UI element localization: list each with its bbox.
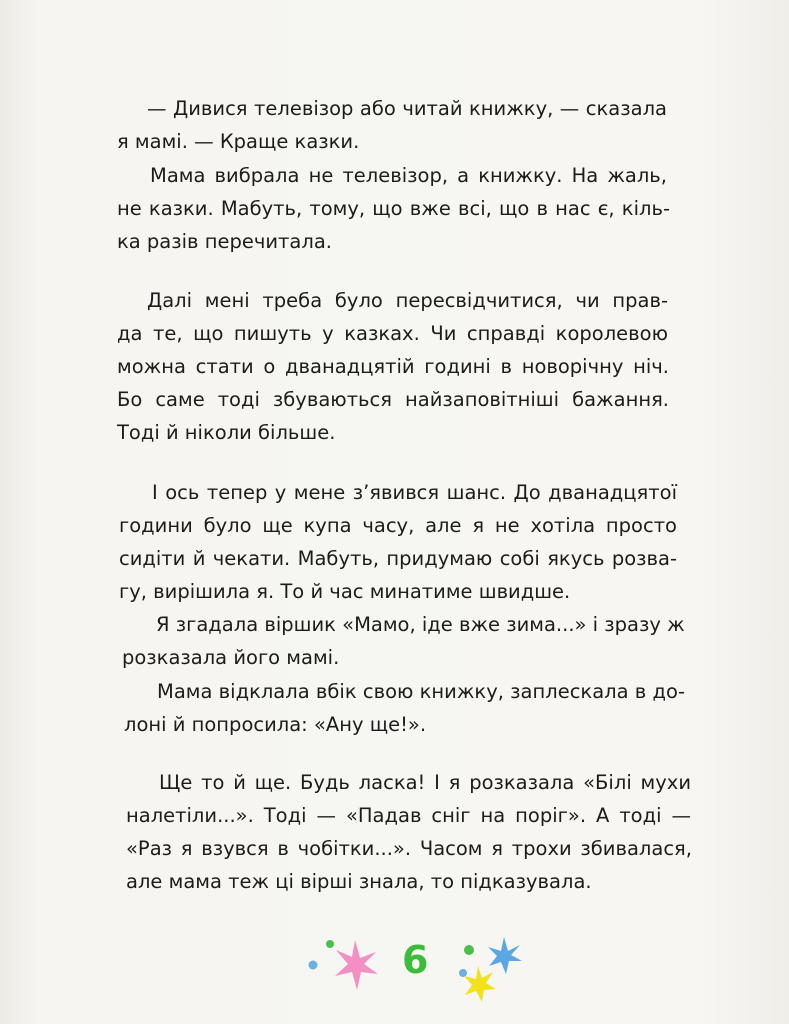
yellow-star-icon: [464, 966, 496, 1002]
text-line: Ще то й ще. Будь ласка! І я розказала «Білі мухи: [159, 771, 691, 794]
text-line: Далі мені треба було пересвідчитися, чи прав-: [147, 289, 668, 312]
text-line: налетіли...». Тоді — «Падав сніг на поріг». А тоді —: [126, 804, 691, 827]
text-line: «Раз я взувся в чобітки...». Часом я трохи збивалася,: [126, 837, 692, 860]
green-dot: [464, 945, 474, 955]
text-line: — Дивися телевізор або читай книжку, — сказала: [147, 97, 667, 120]
text-line: ка разів перечитала.: [117, 230, 332, 253]
blue-dot: [309, 961, 318, 970]
text-line: Мама вибрала не телевізор, а книжку. На жаль,: [150, 164, 667, 187]
text-line: розказала його мамі.: [122, 646, 340, 669]
blue-dot: [459, 969, 467, 977]
text-line: І ось тепер у мене з’явився шанс. До дванадцятої: [152, 481, 677, 504]
text-line: не казки. Мабуть, тому, що вже всі, що в нас є, кіль-: [117, 197, 670, 220]
text-line: але мама теж ці вірші знала, то підказувала.: [126, 870, 592, 893]
text-line: Тоді й ніколи більше.: [117, 421, 336, 444]
page-number: 6: [402, 938, 429, 982]
text-line: лоні й попросила: «Ану ще!».: [124, 713, 427, 736]
text-line: гу, вирішила я. То й час минатиме швидше.: [119, 580, 571, 603]
text-line: Мама відклала вбік свою книжку, заплескала в до-: [157, 680, 685, 703]
blue-star-icon: [488, 937, 522, 974]
text-line: Бо саме тоді збуваються найзаповітніші бажання.: [117, 388, 669, 411]
text-line: можна стати о дванадцятій годині в новорічну ніч.: [117, 355, 669, 378]
text-line: години було ще купа часу, але я не хотіла просто: [119, 514, 677, 537]
text-line: Я згадала віршик «Мамо, іде вже зима...» і зразу ж: [156, 613, 685, 636]
text-line: сидіти й чекати. Мабуть, придумаю собі якусь розва-: [119, 547, 677, 570]
text-line: да те, що пишуть у казках. Чи справді королевою: [117, 322, 668, 345]
text-line: я мамі. — Краще казки.: [117, 130, 360, 153]
pink-star-icon: [335, 940, 378, 990]
green-dot: [326, 940, 334, 948]
